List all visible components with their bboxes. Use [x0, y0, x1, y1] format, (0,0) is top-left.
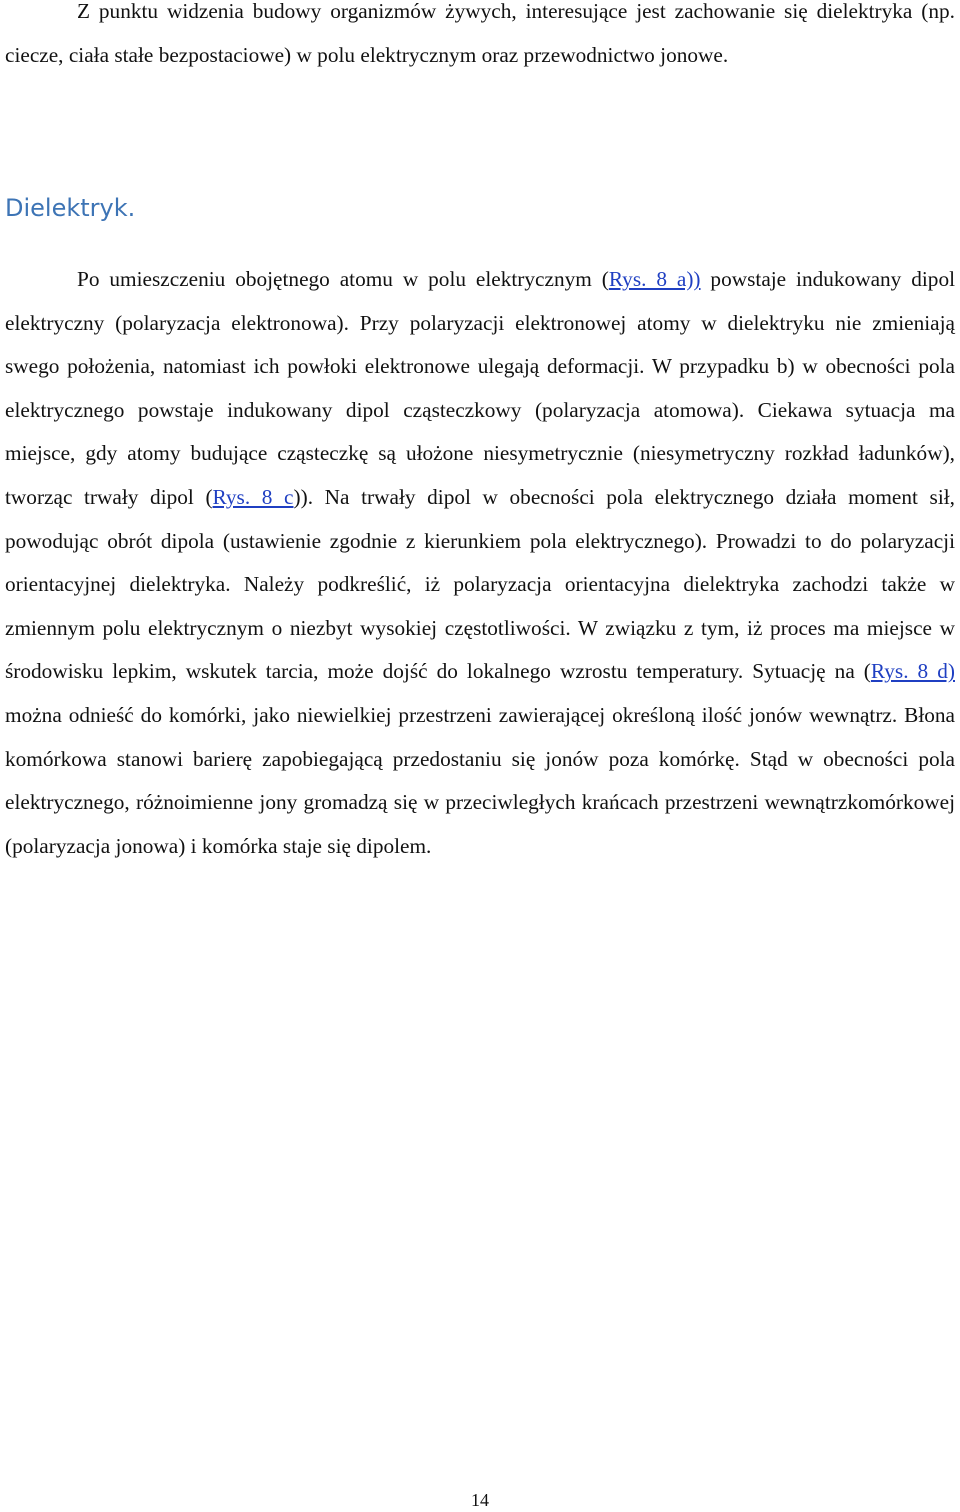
body-text-2: powstaje indukowany dipol elektryczny (polaryzacja elektronowa). Przy polaryzacji elektronowej atomy w dielektryku nie zmieniają swego położenia, natomiast ich powłoki elektronowe ulegają deformacji. W przypadku b) w obecności pola elektrycznego powstaje indukowany dipol cząsteczkowy (polaryzacja atomowa). Ciekawa sytuacja ma miejsce, gdy atomy budujące cząsteczkę są ułożone niesymetrycznie (niesymetryczny rozkład ładunków), tworząc trwały dipol (	[5, 267, 956, 509]
dielectric-paragraph	[5, 258, 955, 868]
page-number: 14	[471, 1490, 489, 1510]
intro-paragraph	[5, 0, 955, 77]
figure-link-8d[interactable]: Rys. 8 d)	[870, 659, 955, 684]
body-text-3: )). Na trwały dipol w obecności pola elektrycznego działa moment sił, powodując obrót dipola (ustawienie zgodnie z kierunkiem pola elektrycznego). Prowadzi to do polaryzacji orientacyjnej dielektryka. Należy podkreślić, iż polaryzacja orientacyjna dielektryka zachodzi także w zmiennym polu elektrycznym o niezbyt wysokiej częstotliwości. W związku z tym, iż proces ma miejsce w środowisku lepkim, wskutek tarcia, może dojść do lokalnego wzrostu temperatury. Sytuację na (	[5, 484, 955, 684]
intro-text: Z punktu widzenia budowy organizmów żywych, interesujące jest zachowanie się dielektryka (np. ciecze, ciała stałe bezpostaciowe) w polu elektrycznym oraz przewodnictwo jonowe.	[5, 0, 955, 67]
figure-link-8a[interactable]: Rys. 8 a))	[608, 267, 701, 291]
body-text-4: można odnieść do komórki, jako niewielkiej przestrzeni zawierającej określoną ilość jonów wewnątrz. Błona komórkowa stanowi barierę zapobiegającą przedostaniu się jonów poza komórkę. Stąd w obecności pola elektrycznego, różnoimienne jony gromadzą się w przeciwległych krańcach przestrzeni wewnątrzkomórkowej (polaryzacja jonowa) i komórka staje się dipolem.	[5, 702, 955, 858]
figure-link-8c[interactable]: Rys. 8 c	[212, 484, 294, 509]
body-text-1: Po umieszczeniu obojętnego atomu w polu elektrycznym (	[77, 267, 609, 291]
section-heading: Dielektryk.	[5, 194, 136, 222]
